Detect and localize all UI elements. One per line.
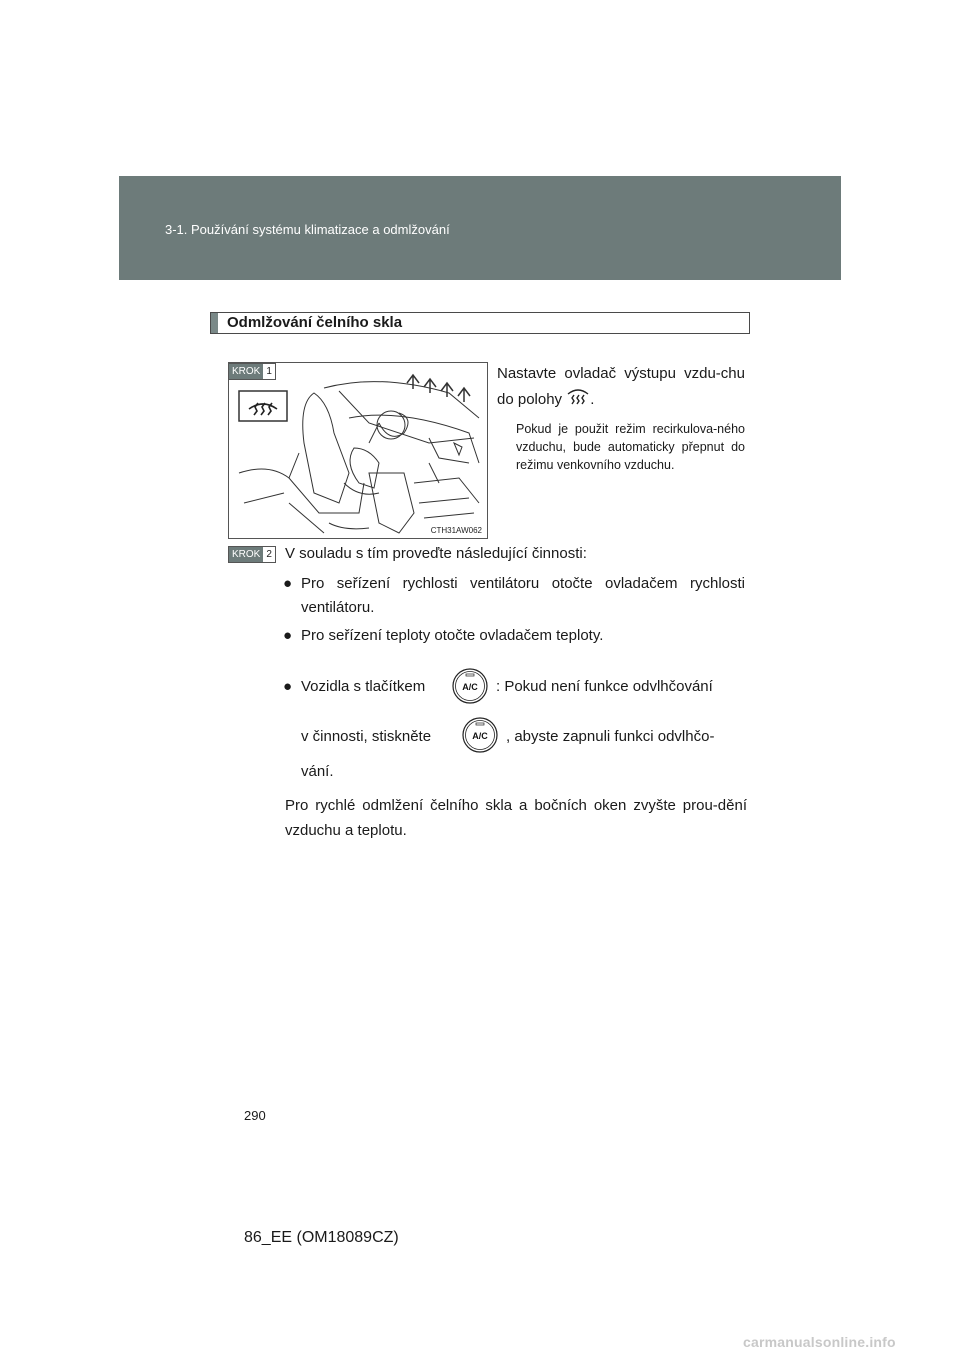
bullet-temperature (283, 624, 745, 648)
section-title-box (210, 312, 750, 334)
ac-text-5: vání. (301, 763, 334, 780)
ac-text-4: , abyste zapnuli funkci odvlhčo- (506, 728, 715, 745)
ac-text-2: : Pokud není funkce odvlhčování (496, 678, 713, 695)
chapter-title: 3-1. Používání systému klimatizace a odmlžování (165, 222, 450, 237)
step-badge-number: 2 (266, 549, 272, 560)
defrost-icon (566, 386, 590, 414)
footer-code: 86_EE (OM18089CZ) (244, 1229, 399, 1246)
page-number: 290 (244, 1108, 266, 1123)
bullet-text: Pro seřízení teploty otočte ovladačem teploty. (301, 627, 604, 644)
section-title-bar (211, 313, 218, 333)
bullet-symbol: ● (283, 575, 293, 592)
figure-code: CTH31AW062 (430, 526, 482, 535)
bullet-symbol: ● (283, 627, 293, 644)
ac-button-icon (452, 668, 488, 704)
ac-text-1: Vozidla s tlačítkem (301, 678, 426, 695)
step-2-badge (228, 546, 276, 563)
bullet-text: Pro seřízení rychlosti ventilátoru otočte ovladačem rychlosti ventilátoru. (301, 575, 745, 616)
section-title: Odmlžování čelního skla (227, 314, 403, 331)
step-1-text-end: . (590, 390, 595, 408)
chapter-header-band (119, 176, 841, 280)
ac-button-label: A/C (472, 731, 488, 741)
step-2-instruction: V souladu s tím proveďte následující činnosti: (285, 545, 587, 562)
ac-button-label: A/C (462, 682, 478, 692)
car-interior-illustration (229, 363, 487, 538)
step-1-badge (228, 363, 276, 380)
step-1-note: Pokud je použit režim recirkulova-ného vzduchu, bude automaticky přepnut do režimu venkovního vzduchu. (516, 422, 745, 472)
bullet-symbol: ● (283, 678, 293, 695)
bullet-fan-speed (283, 572, 745, 620)
step-badge-word: KROK (229, 547, 263, 562)
step-1-text: Nastavte ovladač výstupu vzdu-chu do polohy (497, 365, 745, 408)
step-badge-number: 1 (266, 366, 272, 377)
watermark: carmanualsonline.info (743, 1334, 896, 1350)
car-interior-figure (228, 362, 488, 539)
step-badge-word: KROK (229, 364, 263, 379)
step-1-instruction (497, 362, 745, 414)
ac-button-icon (462, 717, 498, 753)
final-paragraph: Pro rychlé odmlžení čelního skla a bočních oken zvyšte prou-dění vzduchu a teplotu. (285, 797, 747, 839)
ac-text-3: v činnosti, stiskněte (301, 728, 432, 745)
